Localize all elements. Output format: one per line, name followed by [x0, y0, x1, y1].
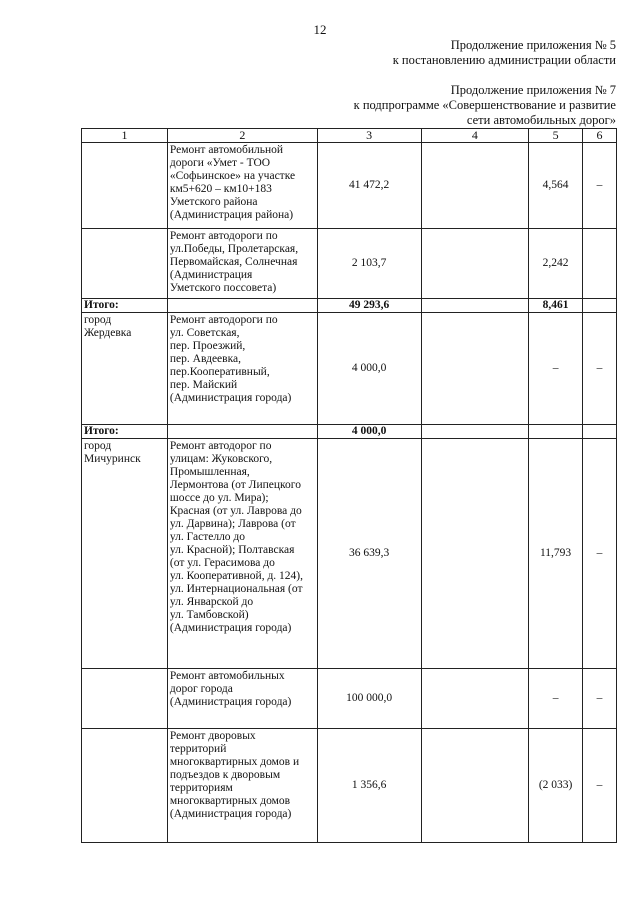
cell-c3: 100 000,0: [317, 669, 421, 729]
cell-c4: [421, 729, 529, 843]
cell-c3: 49 293,6: [317, 299, 421, 313]
cell-c2: [167, 299, 317, 313]
cell-c5: [529, 425, 583, 439]
total-row: [82, 425, 617, 439]
appendix-header-7-line1: Продолжение приложения № 7: [450, 83, 616, 97]
cell-c5: 11,793: [529, 439, 583, 669]
cell-c4: [421, 143, 529, 229]
cell-c5: –: [529, 669, 583, 729]
cell-c4: [421, 229, 529, 299]
column-header: 6: [583, 129, 617, 143]
cell-c6: [583, 425, 617, 439]
column-header: 1: [82, 129, 168, 143]
cell-c3: 4 000,0: [317, 425, 421, 439]
cell-c3: 2 103,7: [317, 229, 421, 299]
cell-c4: [421, 313, 529, 425]
cell-c1: Итого:: [82, 425, 168, 439]
cell-c2: Ремонт автодорог по улицам: Жуковского, Промышленная, Лермонтова (от Липецкого шоссе до ул. Мира); Красная (от ул. Лаврова до ул. Дарвина); Лаврова (от ул. Гастелло до ул. Красной); Полтавская (от ул. Герасимова до ул. Кооперативной, д. 124), ул. Интернациональная (от ул. Январской до ул. Тамбовской) (Администрация города): [167, 439, 317, 669]
cell-c6: –: [583, 143, 617, 229]
cell-c3: 36 639,3: [317, 439, 421, 669]
column-header: 4: [421, 129, 529, 143]
cell-c1: [82, 143, 168, 229]
cell-c2: Ремонт автомобильной дороги «Умет - ТОО «Софьинское» на участке км5+620 – км10+183 Уметского района (Администрация района): [167, 143, 317, 229]
cell-c1: [82, 729, 168, 843]
cell-c5: 2,242: [529, 229, 583, 299]
table-row: [82, 729, 617, 843]
table-row: [82, 439, 617, 669]
cell-c4: [421, 439, 529, 669]
cell-c2: Ремонт дворовых территорий многоквартирных домов и подъездов к дворовым территориям многоквартирных домов (Администрация города): [167, 729, 317, 843]
cell-c4: [421, 669, 529, 729]
page-number: 12: [313, 22, 327, 37]
total-row: [82, 299, 617, 313]
appendix-header-5: [393, 38, 616, 68]
cell-c3: 1 356,6: [317, 729, 421, 843]
cell-c3: 41 472,2: [317, 143, 421, 229]
cell-c4: [421, 299, 529, 313]
cell-c6: –: [583, 439, 617, 669]
column-header: 5: [529, 129, 583, 143]
cell-c6: [583, 299, 617, 313]
cell-c2: Ремонт автодороги по ул. Советская, пер. Проезжий, пер. Авдеевка, пер.Кооперативный, пер. Майский (Администрация города): [167, 313, 317, 425]
column-header: 3: [317, 129, 421, 143]
cell-c3: 4 000,0: [317, 313, 421, 425]
cell-c5: (2 033): [529, 729, 583, 843]
cell-c6: –: [583, 729, 617, 843]
cell-c2: Ремонт автомобильных дорог города (Администрация города): [167, 669, 317, 729]
appendix-header-7: [354, 83, 616, 128]
cell-c5: –: [529, 313, 583, 425]
appendix-header-5-line2: к постановлению администрации области: [392, 53, 616, 67]
cell-c4: [421, 425, 529, 439]
appendix-header-7-line3: сети автомобильных дорог»: [466, 113, 616, 127]
table-header-row: [82, 129, 617, 143]
appendix-header-7-line2: к подпрограмме «Совершенствование и развитие: [353, 98, 616, 112]
table-row: [82, 143, 617, 229]
road-repair-table: [81, 128, 617, 843]
table-row: [82, 669, 617, 729]
cell-c5: 4,564: [529, 143, 583, 229]
cell-c1: [82, 229, 168, 299]
cell-c1: Итого:: [82, 299, 168, 313]
cell-c1: [82, 669, 168, 729]
cell-c6: [583, 229, 617, 299]
table-row: [82, 313, 617, 425]
cell-c2: [167, 425, 317, 439]
cell-c6: –: [583, 669, 617, 729]
cell-c5: 8,461: [529, 299, 583, 313]
cell-c6: –: [583, 313, 617, 425]
column-header: 2: [167, 129, 317, 143]
appendix-header-5-line1: Продолжение приложения № 5: [450, 38, 616, 52]
cell-c2: Ремонт автодороги по ул.Победы, Пролетарская, Первомайская, Солнечная (Администрация Уметского поссовета): [167, 229, 317, 299]
cell-c1: город Мичуринск: [82, 439, 168, 669]
cell-c1: город Жердевка: [82, 313, 168, 425]
table-row: [82, 229, 617, 299]
